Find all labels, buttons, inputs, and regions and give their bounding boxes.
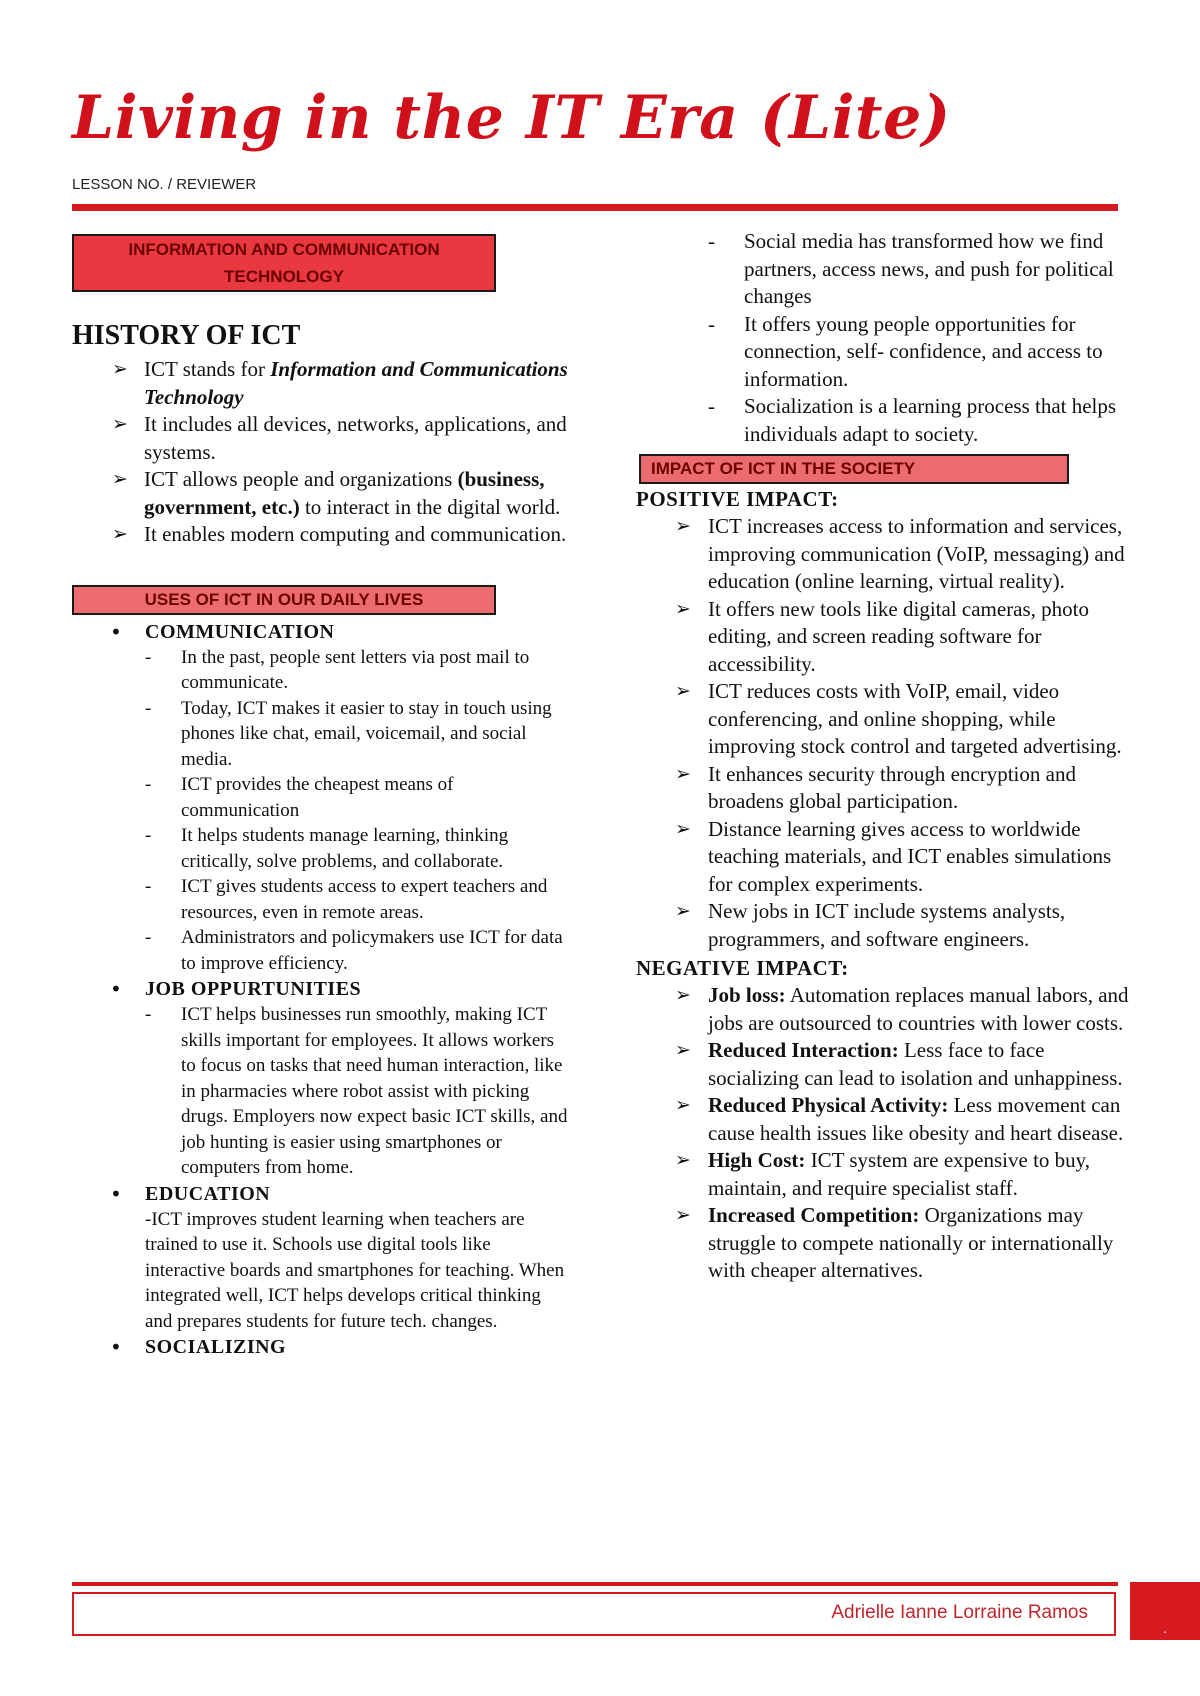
list-item: ➢ Reduced Interaction: Less face to face socializing can lead to isolation and unhappiness. <box>675 1038 1123 1090</box>
arrow-bullet-icon: ➢ <box>675 984 691 1006</box>
communication-list <box>145 645 572 977</box>
list-item: ➢ It enables modern computing and communication. <box>72 521 572 549</box>
list-item: - ICT gives students access to expert teachers and resources, even in remote areas. <box>145 876 548 923</box>
arrow-bullet-icon: ➢ <box>675 1039 691 1061</box>
section-bar-uses: USES OF ICT IN OUR DAILY LIVES <box>72 585 496 615</box>
uses-socializing <box>72 1334 572 1360</box>
list-item: ➢ It offers new tools like digital cameras, photo editing, and screen reading software for accessibility. <box>675 596 1090 676</box>
arrow-bullet-icon: ➢ <box>675 680 691 702</box>
list-item: ➢ ICT reduces costs with VoIP, email, video conferencing, and online shopping, while improving stock control and targeted advertising. <box>675 679 1122 758</box>
arrow-bullet-icon: ➢ <box>112 468 128 490</box>
arrow-bullet-icon: ➢ <box>112 523 128 545</box>
list-item: ➢ It enhances security through encryption and broadens global participation. <box>675 761 1076 813</box>
arrow-bullet-icon: ➢ <box>675 817 691 840</box>
right-column <box>636 229 1136 1285</box>
list-item: ➢ Job loss: Automation replaces manual labors, and jobs are outsourced to countries with lower costs. <box>675 983 1129 1035</box>
arrow-bullet-icon: ➢ <box>675 515 691 537</box>
bullet-icon: • <box>110 977 122 1001</box>
arrow-bullet-icon: ➢ <box>675 1204 691 1226</box>
author-name: Adrielle Ianne Lorraine Ramos <box>831 1602 1088 1623</box>
list-item: - Socialization is a learning process that helps individuals adapt to society. <box>708 394 1117 446</box>
list-item: ➢ New jobs in ICT include systems analysts, programmers, and software engineers. <box>675 899 1066 951</box>
left-column <box>72 234 572 1360</box>
page-marker: . <box>1163 1620 1167 1636</box>
footer-divider <box>72 1582 1118 1586</box>
positive-impact-heading: POSITIVE IMPACT: <box>636 487 839 511</box>
arrow-bullet-icon: ➢ <box>675 762 691 785</box>
bullet-icon: • <box>110 1335 122 1359</box>
header-divider <box>72 204 1118 211</box>
arrow-bullet-icon: ➢ <box>675 597 691 620</box>
education-text: -ICT improves student learning when teachers are trained to use it. Schools use digital tools like interactive boards and smartphones for teaching. When integrated well, ICT helps develops critical thinking and prepares students for future tech. changes. <box>145 1208 565 1332</box>
list-item: - It helps students manage learning, thinking critically, solve problems, and collaborate. <box>145 825 509 872</box>
list-item: ➢ High Cost: ICT system are expensive to buy, maintain, and require specialist staff. <box>675 1148 1091 1200</box>
list-item: ➢ ICT increases access to information and services, improving communication (VoIP, messaging) and education (online learning, virtual reality). <box>675 514 1125 593</box>
uses-section <box>72 619 572 1361</box>
uses-education <box>72 1181 572 1335</box>
arrow-bullet-icon: ➢ <box>112 413 128 435</box>
list-item: ➢ ICT stands for Information and Communications Technology <box>112 357 568 409</box>
list-item: ➢ It includes all devices, networks, applications, and systems. <box>112 412 567 464</box>
list-item: ➢ Increased Competition: Organizations may struggle to compete nationally or internationally with cheaper alternatives. <box>675 1203 1114 1282</box>
uses-heading: EDUCATION <box>145 1182 271 1205</box>
list-item: ➢ Distance learning gives access to worldwide teaching materials, and ICT enables simulations for complex experiments. <box>675 816 1112 896</box>
section-bar-ict: INFORMATION AND COMMUNICATION TECHNOLOGY <box>72 234 496 292</box>
list-item: - ICT provides the cheapest means of communication <box>145 774 454 821</box>
document-title: Living in the IT Era (Lite) <box>72 83 951 153</box>
negative-impact-list <box>636 982 1136 1285</box>
uses-heading: JOB OPPURTUNITIES <box>145 978 362 1000</box>
list-item: - Today, ICT makes it easier to stay in touch using phones like chat, email, voicemail, and social media. <box>145 697 552 770</box>
bullet-icon: • <box>110 619 122 644</box>
arrow-bullet-icon: ➢ <box>675 900 691 922</box>
uses-communication <box>72 619 572 977</box>
page-number-tab <box>1130 1582 1200 1640</box>
section-bar-impact: IMPACT OF ICT IN THE SOCIETY <box>639 454 1069 484</box>
lesson-label: LESSON NO. / REVIEWER <box>72 176 257 193</box>
arrow-bullet-icon: ➢ <box>675 1094 691 1116</box>
arrow-bullet-icon: ➢ <box>675 1149 691 1171</box>
history-list <box>72 356 572 549</box>
footer-box <box>72 1592 1116 1636</box>
negative-impact-heading: NEGATIVE IMPACT: <box>636 956 849 980</box>
list-item: - ICT helps businesses run smoothly, making ICT skills important for employees. It allows workers to focus on tasks that need human interaction, like in pharmacies where robot assist with picking drugs. Employers now expect basic ICT skills, and job hunting is easier using smartphones or computers from home. <box>145 1004 568 1178</box>
list-item: - It offers young people opportunities for connection, self- confidence, and access to information. <box>708 311 1103 391</box>
list-item: - In the past, people sent letters via post mail to communicate. <box>145 646 530 693</box>
socializing-list <box>708 228 1136 448</box>
list-item: ➢ Reduced Physical Activity: Less movement can cause health issues like obesity and heart disease. <box>675 1093 1124 1145</box>
jobs-list <box>145 1002 572 1181</box>
list-item: - Social media has transformed how we find partners, access news, and push for political changes <box>708 229 1114 308</box>
list-item: - Administrators and policymakers use ICT for data to improve efficiency. <box>145 927 563 974</box>
ict-definition: Information and Communications Technology <box>144 357 568 409</box>
bullet-icon: • <box>110 1181 122 1206</box>
uses-heading: SOCIALIZING <box>145 1336 287 1358</box>
uses-heading: COMMUNICATION <box>145 620 335 643</box>
history-heading: HISTORY OF ICT <box>72 320 301 351</box>
arrow-bullet-icon: ➢ <box>112 358 128 380</box>
positive-impact-list <box>636 513 1136 953</box>
list-item: ➢ ICT allows people and organizations (business, government, etc.) to interact in the digital world. <box>112 467 561 519</box>
uses-jobs <box>72 976 572 1181</box>
